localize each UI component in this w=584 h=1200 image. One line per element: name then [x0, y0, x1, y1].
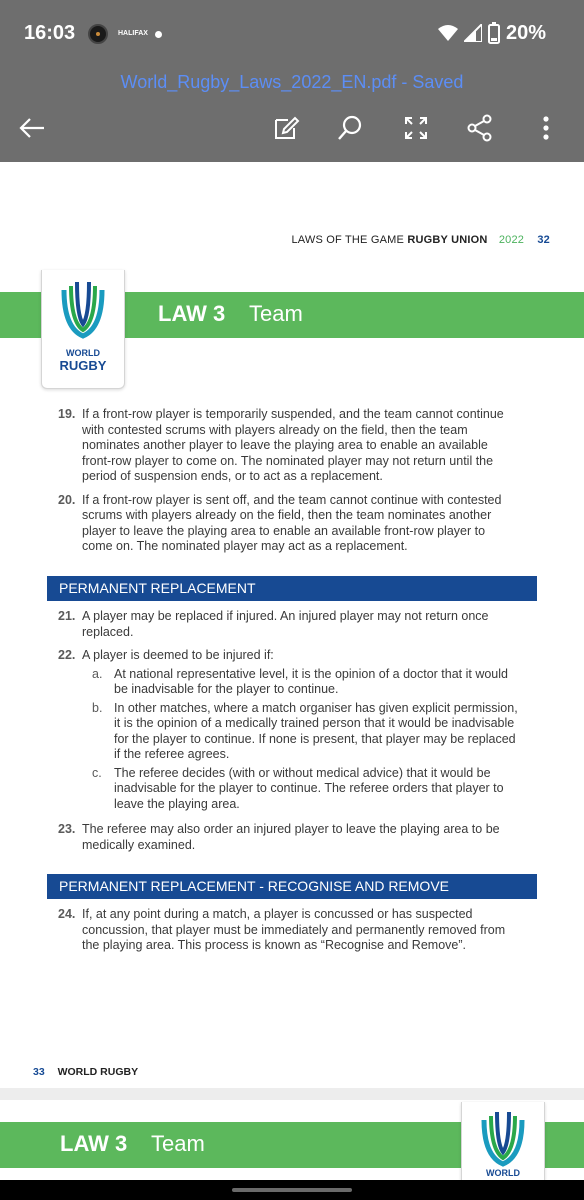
sub-item-a — [92, 667, 518, 698]
fullscreen-button[interactable] — [398, 110, 434, 146]
world-rugby-logo — [461, 1102, 545, 1181]
status-bar — [0, 0, 584, 64]
running-head-subject: RUGBY UNION — [407, 234, 488, 246]
running-head-year: 2022 — [498, 234, 525, 246]
running-head-page: 32 — [537, 234, 550, 246]
back-button[interactable] — [14, 110, 50, 146]
item-number: 19. — [58, 407, 76, 421]
item-number: 23. — [58, 822, 76, 836]
search-button[interactable] — [332, 110, 368, 146]
item-number: 21. — [58, 609, 76, 623]
running-head-prefix: LAWS OF THE GAME — [291, 234, 405, 246]
pdf-page-32 — [0, 162, 584, 1088]
share-button[interactable] — [462, 110, 498, 146]
sub-letter: a. — [92, 666, 103, 681]
search-icon — [336, 114, 364, 142]
item-body — [82, 648, 518, 814]
law-number: LAW 3 — [60, 1131, 128, 1156]
law-number: LAW 3 — [158, 301, 226, 326]
home-gesture-handle[interactable] — [232, 1188, 352, 1192]
law-items-21-23 — [58, 609, 518, 861]
law-item-19 — [58, 407, 518, 485]
item-number: 24. — [58, 907, 76, 921]
section-heading-recognise-and-remove: PERMANENT REPLACEMENT - RECOGNISE AND REMOVE — [47, 874, 537, 899]
item-number: 22. — [58, 648, 76, 662]
fullscreen-icon — [403, 115, 429, 141]
law-item-21 — [58, 609, 518, 640]
notification-app-icon — [88, 24, 108, 44]
annotate-icon — [272, 114, 300, 142]
sub-text: The referee decides (with or without medical advice) that it would be inadvisable for the player to continue. The referee orders that player to leave the playing area. — [114, 765, 504, 811]
law-item-20 — [58, 493, 518, 555]
item-text: If a front-row player is sent off, and the team cannot continue with contested scrums with players already on the field, then the team nominates another player to leave the playing area to enable an available front-row player to come on. The nominated player may act as a replacement. — [82, 492, 502, 553]
halifax-icon: HALIFAX — [118, 30, 148, 37]
sub-text: In other matches, where a match organiser has given explicit permission, it is the opinion of a medically trained person that it would be inadvisable for the player to continue. If none is present, that player may be replaced if the referee agrees. — [114, 700, 518, 761]
item-number: 20. — [58, 492, 76, 507]
item-text: A player may be replaced if injured. An injured player may not return once replaced. — [82, 609, 489, 639]
battery-percent: 20% — [505, 21, 546, 44]
more-vert-icon — [542, 115, 550, 141]
sub-item-c — [92, 766, 518, 813]
battery-icon — [488, 22, 500, 44]
world-rugby-logo — [41, 270, 125, 389]
sub-text: At national representative level, it is the opinion of a doctor that it would be inadvisable for the player to continue. — [114, 666, 508, 696]
item-text: A player is deemed to be injured if: — [82, 648, 274, 662]
law-items-24 — [58, 907, 518, 962]
logo-world-text: WORLD — [66, 348, 100, 358]
world-rugby-logo-icon — [42, 276, 124, 346]
item-text: The referee may also order an injured player to leave the playing area to be medically examined. — [82, 822, 500, 852]
running-head — [291, 234, 550, 246]
item-text: If a front-row player is temporarily suspended, and the team cannot continue with contested scrums with players already on the field, then the team nominates another player to leave the playing area to enable an available front-row player to come on. The nominated player may not return until the period of suspension ends, or to act as a replacement. — [82, 407, 504, 483]
law-item-24 — [58, 907, 518, 954]
law-title: Team — [249, 301, 303, 326]
logo-rugby-text: RUGBY — [59, 358, 107, 373]
back-arrow-icon — [18, 116, 46, 140]
law-item-23 — [58, 822, 518, 853]
signal-icon — [464, 24, 482, 42]
annotate-button[interactable] — [268, 110, 304, 146]
pdf-page-33 — [0, 1100, 584, 1180]
status-time: 16:03 — [24, 22, 76, 44]
sub-letter: b. — [92, 700, 103, 715]
logo-world-text: WORLD — [486, 1168, 520, 1178]
pdf-toolbar — [0, 64, 584, 162]
sub-item-b — [92, 701, 518, 763]
more-options-button[interactable] — [528, 110, 564, 146]
item-text: If, at any point during a match, a player is concussed or has suspected concussion, that player must be immediately and permanently removed from the playing area. This process is known as “Recognise and Remove”. — [82, 907, 506, 952]
wifi-icon — [438, 24, 458, 42]
footer-page-number: 33 — [33, 1066, 45, 1078]
section-heading-permanent-replacement: PERMANENT REPLACEMENT — [47, 576, 537, 601]
law-items-19-20 — [58, 407, 518, 563]
system-navigation-bar — [0, 1180, 584, 1200]
world-rugby-logo-icon — [462, 1110, 544, 1170]
share-icon — [466, 114, 494, 142]
sub-letter: c. — [92, 765, 102, 780]
more-notifications-dot — [155, 31, 162, 38]
law-item-22 — [58, 648, 518, 814]
status-indicators — [438, 20, 546, 46]
footer-label: WORLD RUGBY — [57, 1066, 139, 1078]
page-footer — [33, 1066, 138, 1078]
document-title: World_Rugby_Laws_2022_EN.pdf - Saved — [120, 72, 464, 92]
law-title: Team — [151, 1131, 205, 1156]
